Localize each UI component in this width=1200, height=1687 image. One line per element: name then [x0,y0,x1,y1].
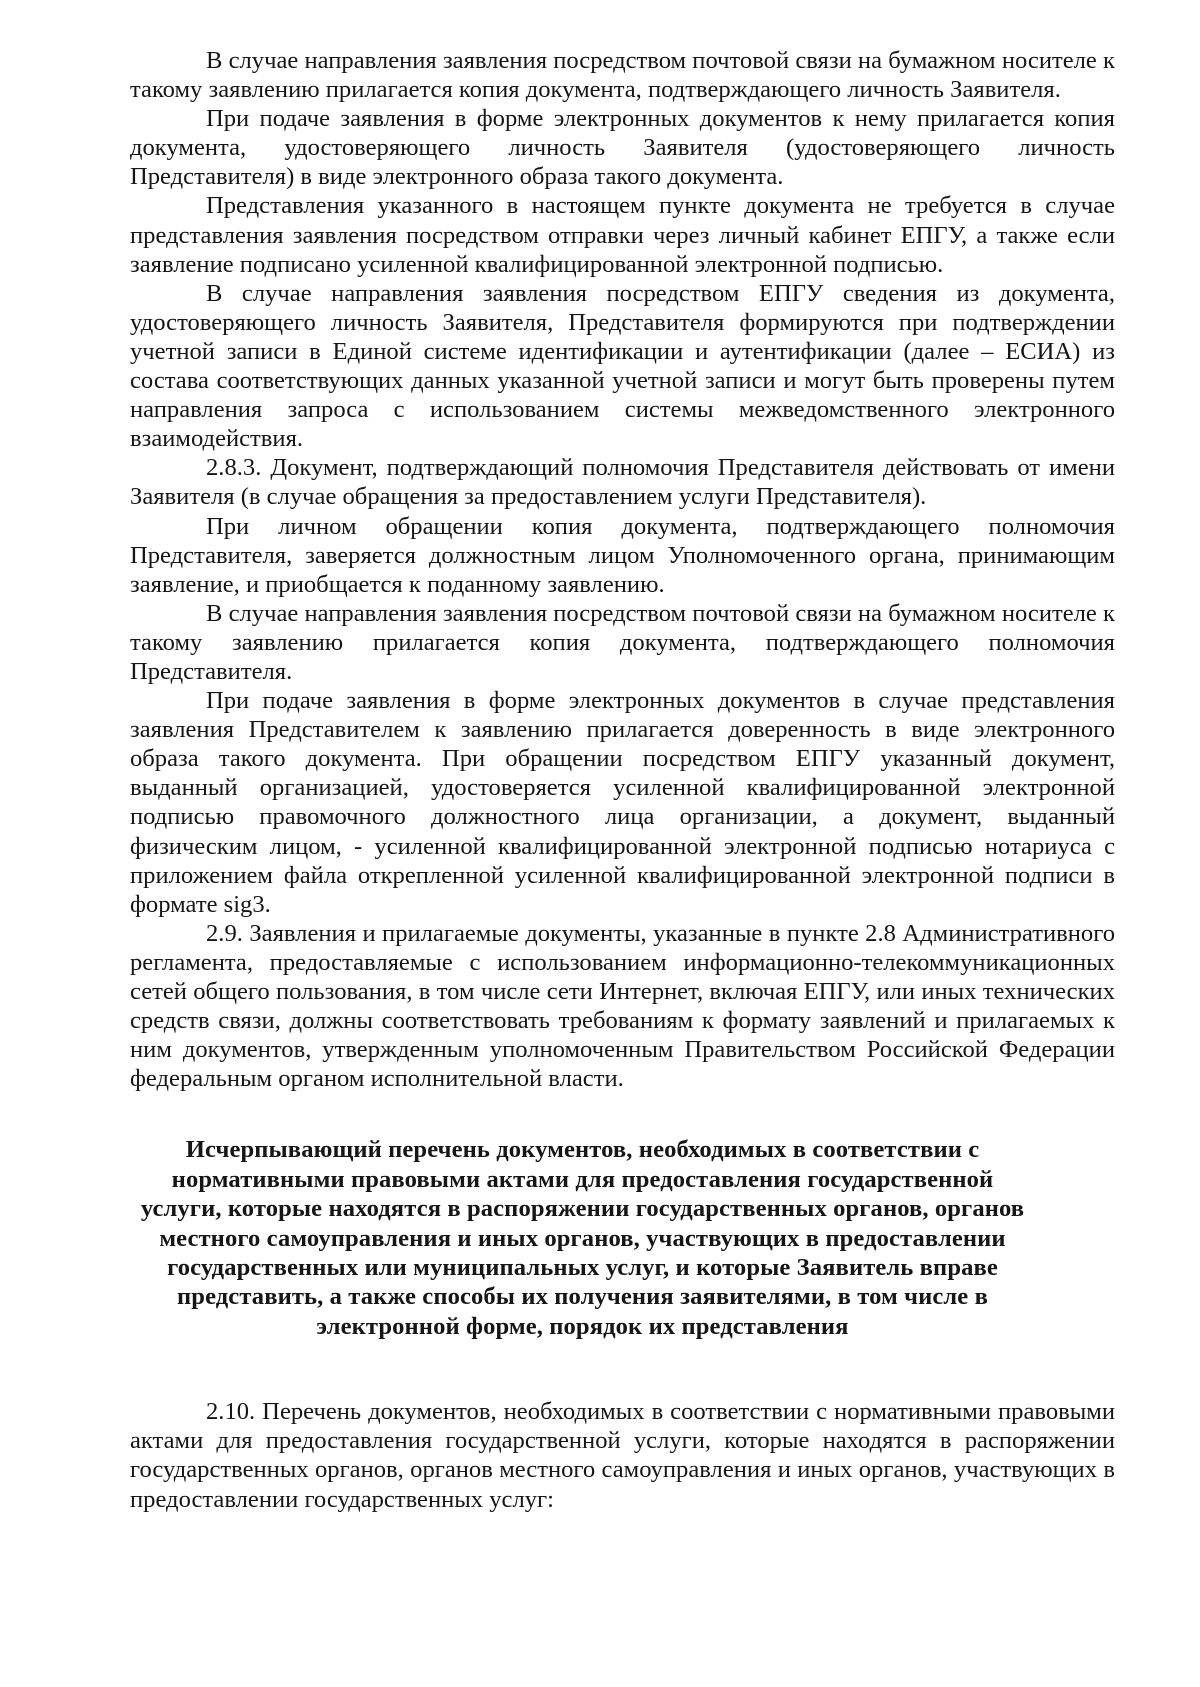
paragraph-electronic-identity: При подаче заявления в форме электронных документов к нему прилагается копия документа, удостоверяющего личность Заявителя (удостоверяющего личность Представителя) в виде электронного образа такого документа. [130,105,1115,191]
paragraph-postal-authority: В случае направления заявления посредством почтовой связи на бумажном носителе к такому заявлению прилагается копия документа, подтверждающего полномочия Представителя. [130,599,1115,685]
paragraph-2-10: 2.10. Перечень документов, необходимых в соответствии с нормативными правовыми актами для предоставления государственной услуги, которые находятся в распоряжении государственных органов, органов местного самоуправления и иных органов, участвующих в предоставлении государственных услуг: [130,1398,1115,1513]
paragraph-personal-appeal: При личном обращении копия документа, подтверждающего полномочия Представителя, заверяется должностным лицом Уполномоченного органа, принимающим заявление, и приобщается к поданному заявлению. [130,512,1115,598]
paragraph-postal-identity: В случае направления заявления посредством почтовой связи на бумажном носителе к такому заявлению прилагается копия документа, подтверждающего личность Заявителя. [130,47,1115,104]
section-gap [130,1093,1115,1135]
paragraph-2-8-3: 2.8.3. Документ, подтверждающий полномочия Представителя действовать от имени Заявителя (в случае обращения за предоставлением услуги Представителя). [130,454,1115,511]
paragraph-not-required: Представления указанного в настоящем пункте документа не требуется в случае представления заявления посредством отправки через личный кабинет ЕПГУ, а также если заявление подписано усиленной квалифицированной электронной подписью. [130,192,1115,278]
paragraph-electronic-authority: При подаче заявления в форме электронных документов в случае представления заявления Представителем к заявлению прилагается доверенность в виде электронного образа такого документа. При обращении посредством ЕПГУ указанный документ, выданный организацией, удостоверяется усиленной квалифицированной электронной подписью правомочного должностного лица организации, а документ, выданный физическим лицом, - усиленной квалифицированной электронной подписью нотариуса с приложением файла открепленной усиленной квалифицированной электронной подписи в формате sig3. [130,687,1115,918]
paragraph-2-9: 2.9. Заявления и прилагаемые документы, указанные в пункте 2.8 Административного регламента, предоставляемые с использованием информационно-телекоммуникационных сетей общего пользования, в том числе сети Интернет, включая ЕПГУ, или иных технических средств связи, должны соответствовать требованиям к формату заявлений и прилагаемых к ним документов, утвержденным уполномоченным Правительством Российской Федерации федеральным органом исполнительной власти. [130,919,1115,1093]
section-gap [130,1341,1115,1397]
paragraph-epgu-esia: В случае направления заявления посредством ЕПГУ сведения из документа, удостоверяющего личность Заявителя, Представителя формируются при подтверждении учетной записи в Единой системе идентификации и аутентификации (далее – ЕСИА) из состава соответствующих данных указанной учетной записи и могут быть проверены путем направления запроса с использованием системы межведомственного электронного взаимодействия. [130,279,1115,453]
document-page [130,46,1115,1514]
section-heading: Исчерпывающий перечень документов, необходимых в соответствии с нормативными правовыми актами для предоставления государственной услуги, которые находятся в распоряжении государственных органов, органов местного самоуправления и иных органов, участвующих в предоставлении государственных или муниципальных услуг, и которые Заявитель вправе представить, а также способы их получения заявителями, в том числе в электронной форме, порядок их представления [140,1136,1025,1340]
